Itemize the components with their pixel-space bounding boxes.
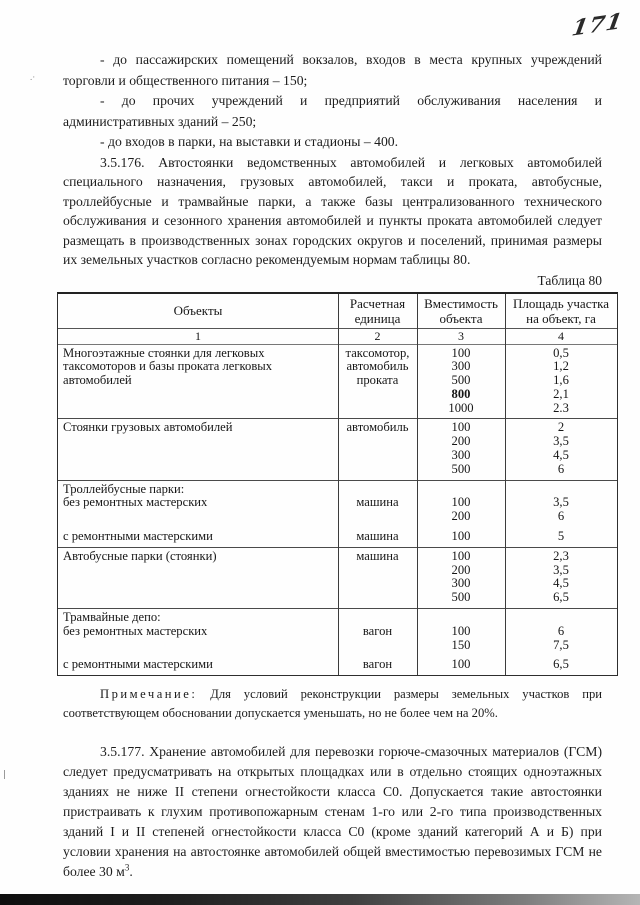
cell-area: 3,5 [553,562,569,577]
cell-unit: таксомотор, [345,345,410,360]
note-text: Для условий реконструкции размеры земельных участков при соответствующем обосновании допускается уменьшать, но не более чем на 20%. [63,687,602,721]
cell-capacity: 500 [451,461,471,476]
page-content [63,50,610,882]
cell-unit: машина [356,495,399,510]
cell-unit: машина [356,529,399,544]
cell-objects: с ремонтными мастерскими [63,657,213,672]
cell-capacity: 100 [451,548,471,563]
handwritten-page-number: 171 [569,8,626,42]
cell-area: 0,5 [553,345,569,360]
cell-objects: без ремонтных мастерских [63,495,208,510]
cell-capacity: 150 [451,637,471,652]
cell-objects [58,577,338,591]
cell-objects: Стоянки грузовых автомобилей [63,420,233,435]
table-note [63,685,602,723]
cell-unit [338,483,417,497]
cell-capacity: 500 [451,373,471,388]
cell-objects: автомобилей [63,373,132,388]
cell-area: 1,2 [553,359,569,374]
cell-capacity: 100 [451,495,471,510]
cell-area: 6,5 [553,657,569,672]
cell-area: 3,5 [553,434,569,449]
cell-unit: вагон [362,657,393,672]
table-column-divider [338,294,339,676]
table-header-capacity: Вместимость объекта [424,295,498,326]
cell-objects [58,449,338,463]
cell-objects: Многоэтажные стоянки для легковых [63,345,265,360]
cell-area: 2 [557,420,565,435]
paragraph-bullet-3: - до входов в парки, на выставки и стадионы – 400. [100,134,399,149]
cell-capacity: 100 [451,623,471,638]
cell-objects: с ремонтными мастерскими [63,529,213,544]
cell-area: 4,5 [553,576,569,591]
cell-unit: машина [356,548,399,563]
table-column-number: 3 [458,328,464,343]
cell-unit [338,591,417,605]
cell-unit [338,449,417,463]
cell-objects [58,639,338,653]
cell-objects [58,591,338,605]
note-label: Примечание: [100,687,198,702]
table-header-area: Площадь участка на объект, га [512,295,610,326]
cell-capacity: 300 [451,576,471,591]
cell-area: 2.3 [553,400,569,415]
cell-unit: автомобиль [346,420,409,435]
cell-capacity: 200 [451,434,471,449]
cell-unit: вагон [362,623,393,638]
table-column-number: 1 [195,328,201,343]
cell-area: 6 [557,623,565,638]
cell-objects: Троллейбусные парки: [63,481,185,496]
cell-capacity: 100 [451,657,471,672]
paragraph-3-5-177-text: 3.5.177. Хранение автомобилей для перевозки горюче-смазочных материалов (ГСМ) следует предусматривать на открытых площадках или в отдельно стоящих одноэтажных зданиях не ниже II степени огнестойкости класса С0. Допускается такие автостоянки пристраивать к глухим противопожарным стенам 1-го или 2-го типа производственных зданий I и II степеней огнестойкости класса С0 (кроме зданий категорий А и Б) при условии хранения на автостоянке автомобилей общей вместимостью перевозимых ГСМ не более 30 м [63,744,602,880]
cell-unit [338,402,417,416]
cell-area: 2,3 [553,548,569,563]
paragraph-3-5-176: 3.5.176. Автостоянки ведомственных автомобилей и легковых автомобилей специального назначения, грузовых автомобилей, такси и проката, автобусные, троллейбусные и трамвайные парки, а также базы централизованного технического обслуживания и сезонного хранения автомобилей и пункты проката автомобилей следует размещать в производственных зонах городских округов и поселений, принимая размеры их земельных участков согласно рекомендуемым нормам таблицы 80. [63,154,602,267]
cell-capacity: 200 [451,562,471,577]
cell-capacity: 500 [451,590,471,605]
cell-area [505,611,617,625]
table-column-divider [505,294,506,676]
cell-area: 1,6 [553,373,569,388]
cell-capacity: 200 [451,509,471,524]
table-80 [57,292,618,677]
cell-area: 2,1 [553,386,569,401]
paragraph-3-5-177-period: . [129,864,133,880]
cell-area: 6 [557,509,565,524]
cell-unit [338,463,417,477]
table-column-number: 4 [558,328,564,343]
paragraph-bullet-1: - до пассажирских помещений вокзалов, входов в места крупных учреждений торговли и общественного питания – 150; [63,52,602,88]
table-header-unit: Расчетная единица [349,295,406,326]
cell-objects [58,564,338,578]
cell-unit [338,510,417,524]
cell-capacity: 100 [451,529,471,544]
cell-objects [58,402,338,416]
cell-objects [58,510,338,524]
cell-objects [58,388,338,402]
paragraph-3-5-177 [63,742,602,882]
cell-unit [338,577,417,591]
scan-artifact-dots: .· [30,72,36,82]
scan-edge-band [0,894,640,905]
cell-capacity: 100 [451,420,471,435]
cell-area: 7,5 [553,637,569,652]
cell-capacity: 1000 [448,400,474,415]
cell-unit [338,435,417,449]
cell-capacity [417,611,505,625]
cell-unit [338,388,417,402]
cell-unit [338,639,417,653]
cell-unit [338,564,417,578]
cell-objects: Трамвайные депо: [63,610,161,625]
cell-objects: таксомоторов и базы проката легковых [63,359,273,374]
cell-objects: Автобусные парки (стоянки) [63,548,217,563]
cell-area: 6,5 [553,590,569,605]
cell-objects [58,463,338,477]
table-column-divider [417,294,418,676]
cell-capacity [417,483,505,497]
cell-area: 5 [557,529,565,544]
table-caption: Таблица 80 [537,272,602,288]
cell-area: 3,5 [553,495,569,510]
cell-objects [58,435,338,449]
cell-objects: без ремонтных мастерских [63,623,208,638]
cell-area: 6 [557,461,565,476]
cell-capacity: 300 [451,359,471,374]
cell-unit [338,611,417,625]
paragraph-bullet-2: - до прочих учреждений и предприятий обслуживания населения и административных зданий – 250; [63,93,602,129]
table-header-objects: Объекты [173,303,223,318]
cell-unit: проката [356,373,399,388]
cell-unit: автомобиль [346,359,409,374]
cell-capacity: 300 [451,448,471,463]
scan-artifact-tick [4,770,5,779]
cell-capacity: 800 [451,386,471,401]
cell-capacity: 100 [451,345,471,360]
paragraph-3-5-177-superscript: 3 [124,862,130,873]
cell-area [505,483,617,497]
table-column-number: 2 [374,328,381,343]
cell-area: 4,5 [553,448,569,463]
